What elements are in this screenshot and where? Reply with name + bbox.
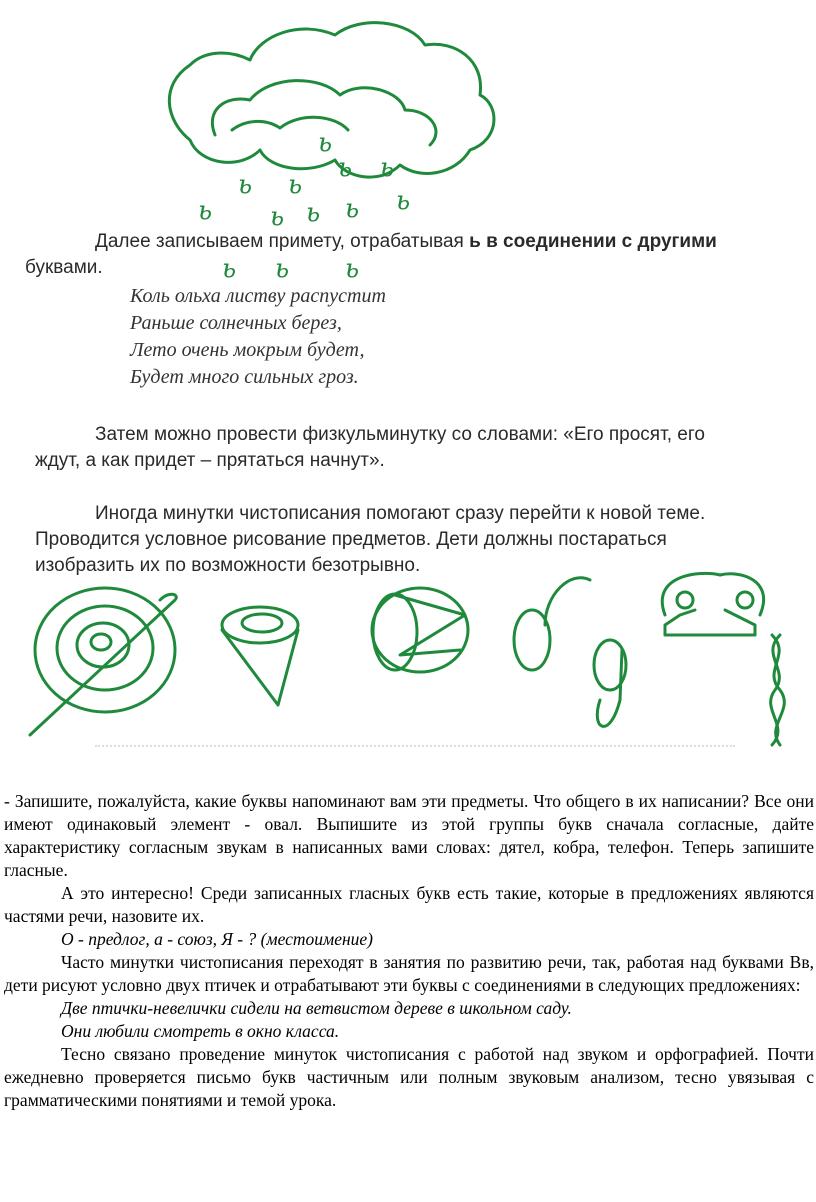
- handwritten-letter: ь: [306, 198, 321, 228]
- scan-edge: [95, 745, 735, 749]
- telephone-drawing: [662, 573, 763, 635]
- handwritten-letter: ь: [345, 194, 360, 224]
- scan-paragraph-line: Затем можно провести физкульминутку со словами: «Его просят, его: [95, 424, 705, 445]
- scan-text-bold: ь в соединении с другими: [469, 231, 717, 252]
- poem-line: Коль ольха листву распустит: [130, 285, 386, 307]
- handwritten-letter: ь: [318, 128, 333, 158]
- handwritten-letter: ь: [338, 153, 353, 183]
- handwritten-letter: ь: [288, 170, 303, 200]
- scan-paragraph-line: Проводится условное рисование предметов. Дети должны постараться: [35, 529, 667, 550]
- handwritten-letter: ь: [275, 254, 290, 284]
- paragraph: Часто минутки чистописания переходят в занятия по развитию речи, так, работая над буквами Вв, дети рисуют условно двух птичек и отрабатывают эти буквы с соединениями в следующих предложениях:: [4, 952, 814, 995]
- paragraph: Тесно связано проведение минуток чистописания с работой над звуком и орфографией. Почти ежедневно проверяется письмо букв частичным или полным звуковым анализом, тесно увязывая с грамматическими понятиями и темой урока.: [4, 1044, 814, 1110]
- handwritten-letter: ь: [396, 186, 411, 216]
- handwritten-letter: ь: [198, 196, 213, 226]
- example-sentence: Они любили смотреть в окно класса.: [61, 1021, 340, 1041]
- example-line: О - предлог, а - союз, Я - ? (местоимение): [61, 929, 374, 949]
- handwritten-letter: ь: [270, 202, 285, 232]
- handwritten-letter: ь: [345, 254, 360, 284]
- handwritten-letter: ь: [238, 170, 253, 200]
- letter-d-drawing: [594, 640, 626, 726]
- handwritten-letter: ь: [222, 254, 237, 284]
- poem-line: Лето очень мокрым будет,: [130, 339, 365, 361]
- poem-line: Раньше солнечных берез,: [130, 312, 342, 334]
- scan-paragraph-line: [95, 230, 717, 254]
- spiral-target-drawing: [30, 588, 176, 735]
- cone-drawing: [222, 607, 298, 705]
- drum-drawing: [372, 588, 468, 672]
- example-sentence: Две птички-невелички сидели на ветвистом дереве в школьном саду.: [61, 998, 572, 1018]
- scan-paragraph-line: буквами.: [25, 257, 103, 278]
- poem-line: Будет много сильных гроз.: [130, 366, 359, 388]
- handwritten-letter: ь: [380, 153, 395, 183]
- paragraph: А это интересно! Среди записанных гласных букв есть такие, которые в предложениях являются частями речи, назовите их.: [4, 883, 814, 926]
- letter-b-drawing: [514, 578, 590, 670]
- paragraph: - Запишите, пожалуйста, какие буквы напоминают вам эти предметы. Что общего в их написании? Все они имеют одинаковый элемент - овал. Выпишите из этой группы букв сначала согласные, дайте характеристику согласным звукам в написанных вами словах: дятел, кобра, телефон. Теперь запишите гласные.: [4, 791, 814, 880]
- document-body: [4, 790, 814, 1112]
- chain-drawing: [771, 635, 785, 745]
- scan-paragraph-line: ждут, а как придет – прятаться начнут».: [35, 450, 385, 471]
- scan-text: Далее записываем примету, отрабатывая: [95, 231, 470, 252]
- scan-paragraph-line: Иногда минутки чистописания помогают сразу перейти к новой теме.: [95, 503, 706, 524]
- scan-paragraph-line: изобразить их по возможности безотрывно.: [35, 555, 421, 576]
